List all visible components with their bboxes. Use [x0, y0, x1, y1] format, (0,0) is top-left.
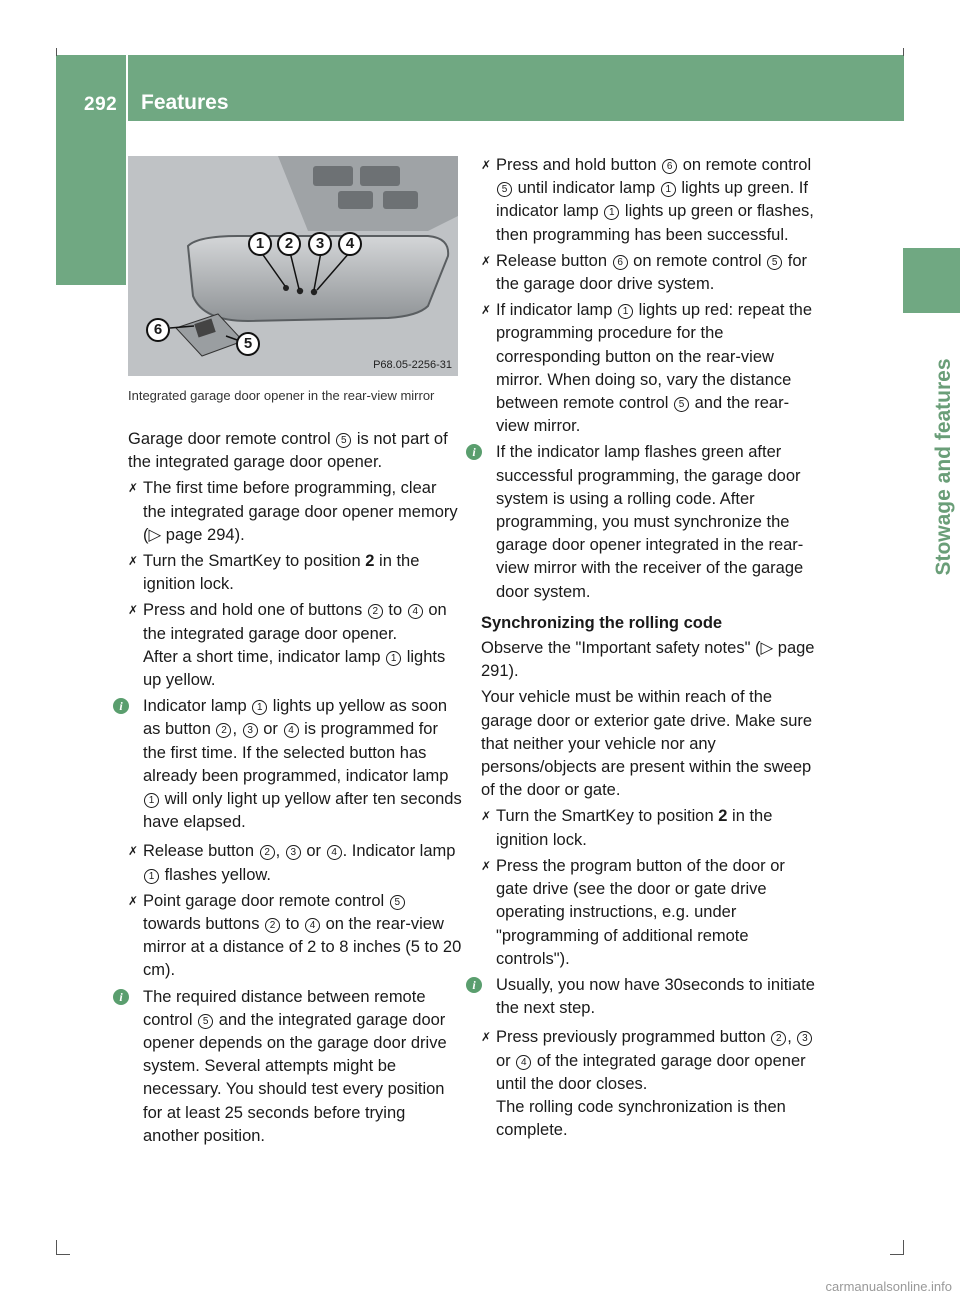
- safety-notes-paragraph: Observe the "Important safety notes" (▷ page 291).: [481, 639, 815, 681]
- callout-3: 3: [308, 232, 332, 256]
- mirror-illustration: [128, 156, 458, 376]
- step-arrow-icon: ✗: [481, 1030, 492, 1045]
- mirror-photo: [128, 156, 458, 376]
- step-red-lamp: ✗ If indicator lamp 1 lights up red: repeat the programming procedure for the corresponding button on the rear-view mirror. When doing so, vary the distance between remote control 5 and the rear-view mirror.: [481, 301, 813, 436]
- figure-caption: Integrated garage door opener in the rear-view mirror: [128, 388, 435, 403]
- callout-4: 4: [338, 232, 362, 256]
- crop-mark: [56, 48, 57, 56]
- step-release-remote: ✗ Release button 6 on remote control 5 for the garage door drive system.: [481, 251, 808, 294]
- info-note-rolling-code: i If the indicator lamp flashes green after successful programming, the garage door system is using a rolling code. After programming, you must synchronize the garage door opener integrated in the rear-view mirror with the receiver of the garage door system.: [481, 441, 816, 603]
- callout-1: 1: [248, 232, 272, 256]
- info-icon: i: [113, 989, 129, 1005]
- step-arrow-icon: ✗: [128, 893, 139, 908]
- info-note-timing: i Usually, you now have 30seconds to initiate the next step.: [481, 974, 816, 1020]
- crop-mark: [56, 1254, 70, 1255]
- intro-paragraph: Garage door remote control 5 is not part of the integrated garage door opener.: [128, 430, 448, 472]
- info-icon: i: [113, 698, 129, 714]
- section-heading: Synchronizing the rolling code: [481, 613, 723, 632]
- step-press-programmed: ✗ Press previously programmed button 2 , 3 or 4 of the integrated garage door opener until the door closes. The rolling code synchronization is then complete.: [481, 1026, 816, 1142]
- step-arrow-icon: ✗: [128, 554, 139, 569]
- step-clear-memory: ✗ The first time before programming, clear the integrated garage door opener memory (▷ page 294).: [128, 479, 458, 544]
- info-icon: i: [466, 977, 482, 993]
- step-program-button: ✗ Press the program button of the door or gate drive (see the door or gate drive operating instructions, e.g. under "programming of additional remote controls").: [481, 856, 785, 968]
- info-note-distance: i The required distance between remote control 5 and the integrated garage door opener depends on the garage door drive system. Several attempts might be necessary. You should test every position for at least 25 seconds before trying another position.: [128, 986, 463, 1148]
- step-arrow-icon: ✗: [128, 844, 139, 859]
- side-tab-block: [903, 248, 960, 313]
- callout-2: 2: [277, 232, 301, 256]
- step-smartkey: ✗ Turn the SmartKey to position 2 in the ignition lock.: [128, 552, 420, 594]
- step-press-hold: ✗ Press and hold one of buttons 2 to 4 on the integrated garage door opener. After a short time, indicator lamp 1 lights up yellow.: [128, 601, 447, 690]
- crop-mark: [903, 48, 904, 56]
- right-column: [472, 154, 816, 1145]
- info-note-indicator: i Indicator lamp 1 lights up yellow as soon as button 2 , 3 or 4 is programmed for the first time. If the selected button has already been programmed, indicator lamp 1 will only light up yellow after ten seconds have elapsed.: [128, 695, 463, 834]
- header-divider: [126, 55, 128, 121]
- crop-mark: [56, 1240, 57, 1254]
- crop-mark: [903, 1240, 904, 1254]
- info-icon: i: [466, 444, 482, 460]
- step-arrow-icon: ✗: [481, 809, 492, 824]
- step-smartkey-sync: ✗ Turn the SmartKey to position 2 in the ignition lock.: [481, 807, 773, 849]
- crop-mark: [890, 1254, 904, 1255]
- step-arrow-icon: ✗: [128, 603, 139, 618]
- step-arrow-icon: ✗: [481, 303, 492, 318]
- page-number: 292: [84, 94, 118, 115]
- callout-5: 5: [236, 332, 260, 356]
- step-arrow-icon: ✗: [481, 158, 492, 172]
- section-side-label-text: Stowage and features: [932, 358, 955, 576]
- step-point-remote: ✗ Point garage door remote control 5 towards buttons 2 to 4 on the rear-view mirror at a distance of 2 to 8 inches (5 to 20 cm).: [128, 891, 462, 980]
- left-column: [119, 428, 463, 1154]
- callout-6: 6: [146, 318, 170, 342]
- section-side-label: [909, 335, 960, 595]
- step-arrow-icon: ✗: [481, 858, 492, 873]
- step-press-remote: ✗ Press and hold button 6 on remote control 5 until indicator lamp 1 lights up green. If indicator lamp 1 lights up green or flashes, then programming has been successful.: [481, 156, 814, 244]
- side-strip: [56, 121, 126, 285]
- step-arrow-icon: ✗: [128, 481, 139, 496]
- figure-code: P68.05-2256-31: [373, 359, 452, 371]
- vehicle-reach-paragraph: Your vehicle must be within reach of the garage door or exterior gate drive. Make sure that neither your vehicle nor any persons/objects are present within the sweep of the door or gate.: [481, 688, 813, 800]
- page-title: Features: [141, 91, 229, 114]
- step-release: ✗ Release button 2 , 3 or 4 . Indicator lamp 1 flashes yellow.: [128, 842, 456, 884]
- footer-watermark[interactable]: carmanualsonline.info: [825, 1279, 952, 1294]
- step-arrow-icon: ✗: [481, 253, 492, 268]
